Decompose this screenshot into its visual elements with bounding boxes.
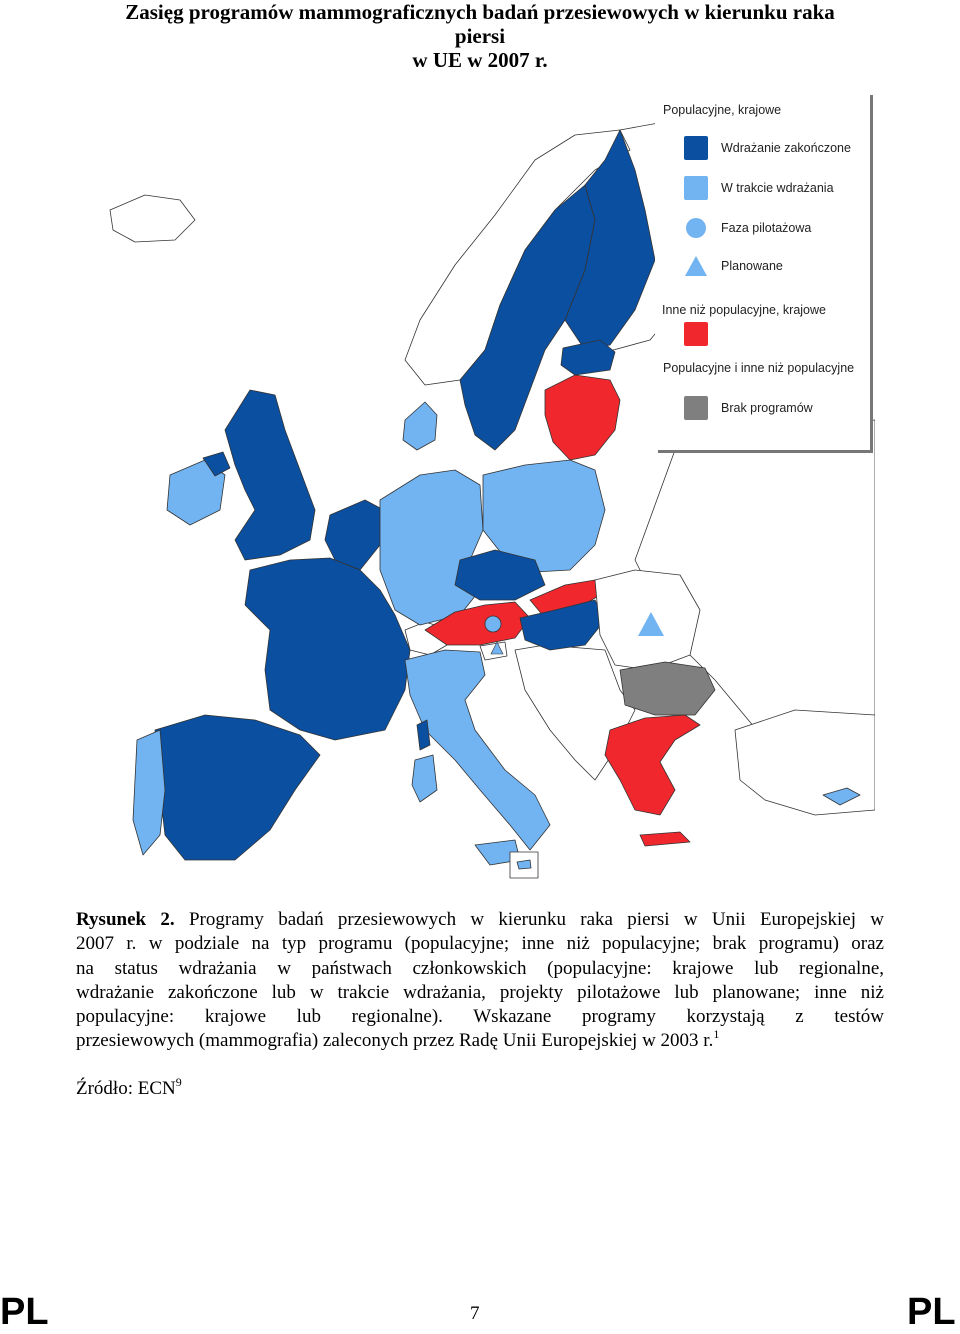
pilot-marker-austria [485, 616, 501, 632]
legend-header-population: Populacyjne, krajowe [663, 103, 782, 117]
legend-label-pilot: Faza pilotażowa [721, 221, 812, 235]
caption-line-3: na status wdrażania w państwach członkowskich (populacyjne: krajowe lub regionalne, [76, 957, 884, 979]
caption-line-5: populacyjne: krajowe lub regionalne). Wskazane programy korzystają z testów [76, 1006, 884, 1028]
footnote-ref-9: 9 [175, 1075, 182, 1089]
footnote-ref-1: 1 [713, 1027, 720, 1042]
region-turkey [735, 710, 875, 815]
region-estonia [561, 340, 615, 375]
legend-label-planned: Planowane [721, 259, 783, 273]
region-france [245, 558, 410, 740]
title-line-2: piersi [454, 24, 506, 48]
title-line-1: Zasięg programów mammograficznych badań przesiewowych w kierunku raka [125, 0, 835, 24]
legend-item-mixed [655, 322, 870, 348]
caption-line-2: 2007 r. w podziale na typ programu (populacyjne; inne niż populacyjne; brak programu) oraz [76, 933, 884, 955]
region-bulgaria [620, 662, 715, 715]
title-line-3: w UE w 2007 r. [412, 48, 548, 72]
caption-line-4: wdrażanie zakończone lub w trakcie wdrażania, projekty pilotażowe lub planowane; inne niż [76, 981, 884, 1003]
legend-item-completed [655, 136, 870, 162]
square-icon [684, 322, 708, 346]
legend-label-mixed: Populacyjne i inne niż populacyjne [663, 361, 855, 375]
region-sardinia [412, 755, 437, 802]
figure-caption [76, 908, 884, 1054]
caption-label: Rysunek 2. [76, 909, 175, 930]
region-latvia-lithuania [545, 375, 620, 460]
legend-header-other: Inne niż populacyjne, krajowe [662, 303, 826, 317]
source-note: Źródło: ECN$^9$ [76, 1075, 182, 1099]
square-icon [684, 176, 708, 200]
page-number: 7 [470, 1303, 480, 1324]
square-icon [684, 136, 708, 160]
footer-lang-right: PL [907, 1291, 956, 1333]
legend-item-none [655, 396, 870, 422]
circle-icon [684, 216, 708, 240]
region-germany [380, 470, 483, 625]
footer-lang-left: PL [0, 1291, 49, 1333]
triangle-icon [684, 254, 708, 278]
page-title [80, 0, 880, 72]
caption-line-6: przesiewowych (mammografia) zaleconych przez Radę Unii Europejskiej w 2003 r.$^1$ [76, 1027, 720, 1052]
region-uk [225, 390, 315, 560]
legend-panel [655, 92, 870, 450]
region-iceland [110, 195, 195, 242]
legend-label-completed: Wdrażanie zakończone [721, 141, 851, 155]
legend-item-pilot [655, 216, 870, 242]
legend-item-in-progress [655, 176, 870, 202]
region-malta [517, 860, 531, 869]
region-spain [155, 715, 320, 860]
region-denmark [403, 402, 437, 450]
square-icon [684, 396, 708, 420]
legend-label-in-progress: W trakcie wdrażania [721, 181, 834, 195]
region-greece [605, 715, 700, 815]
legend-item-planned [655, 254, 870, 280]
caption-line-1: Rysunek 2. Programy badań przesiewowych w kierunku raka piersi w Unii Europejskiej w [76, 909, 885, 930]
region-portugal [133, 730, 165, 855]
legend-label-none: Brak programów [721, 401, 813, 415]
region-crete [640, 832, 690, 846]
